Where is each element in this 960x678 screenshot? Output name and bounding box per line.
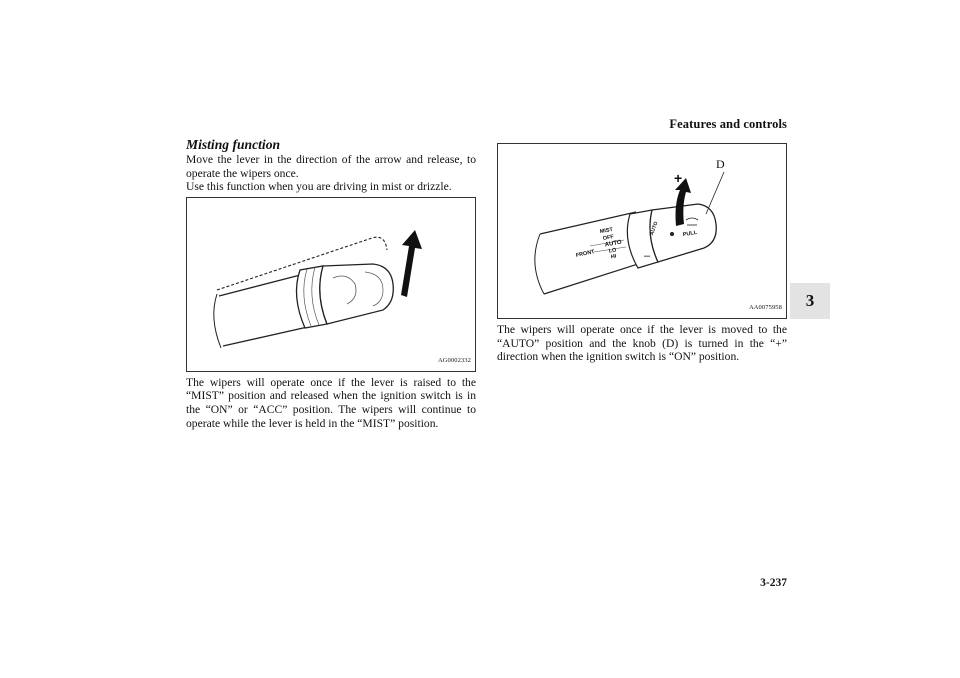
figure-code: AG0002332 — [437, 357, 471, 365]
page-number: 3-237 — [760, 577, 787, 589]
wiper-switch-illustration — [498, 144, 787, 319]
intro-paragraph-1: Move the lever in the direction of the arrow and release, to operate the wipers once. — [186, 153, 476, 180]
body-paragraph: The wipers will operate once if the lever is moved to the “AUTO” position and the knob (D) is turned in the “+” direction when the ignition switch is “ON” position. — [497, 323, 787, 364]
lo-marking: LO — [608, 247, 617, 255]
wiper-knob-figure — [497, 143, 787, 319]
auto-marking: AUTO — [604, 239, 623, 249]
front-marking: FRONT — [575, 249, 596, 259]
mist-marking: MIST — [599, 226, 614, 236]
intro-paragraph-2: Use this function when you are driving in mist or drizzle. — [186, 180, 452, 194]
off-marking: OFF — [602, 234, 615, 242]
section-heading: Misting function — [186, 137, 281, 152]
knob-auto-marking: AUTO — [649, 220, 660, 237]
pull-marking: PULL — [682, 229, 698, 239]
callout-d-label: D — [716, 157, 725, 171]
hi-marking: HI — [610, 253, 617, 261]
chapter-tab — [790, 283, 830, 319]
page-header-title: Features and controls — [669, 117, 787, 131]
misting-lever-figure — [186, 197, 476, 372]
figure-code: AA0075958 — [748, 304, 782, 312]
minus-marking: – — [644, 250, 651, 262]
plus-marking: + — [674, 170, 683, 186]
body-paragraph: The wipers will operate once if the lever is raised to the “MIST” position and released when the ignition switch is in the “ON” or “ACC” position. The wipers will continue to operate while the lever is held in the “MIST” position. — [186, 375, 476, 430]
up-arrow-icon — [401, 230, 422, 297]
right-column — [497, 137, 787, 364]
wiper-lever-illustration — [187, 198, 476, 372]
left-column — [186, 137, 476, 430]
chapter-number: 3 — [805, 291, 815, 310]
